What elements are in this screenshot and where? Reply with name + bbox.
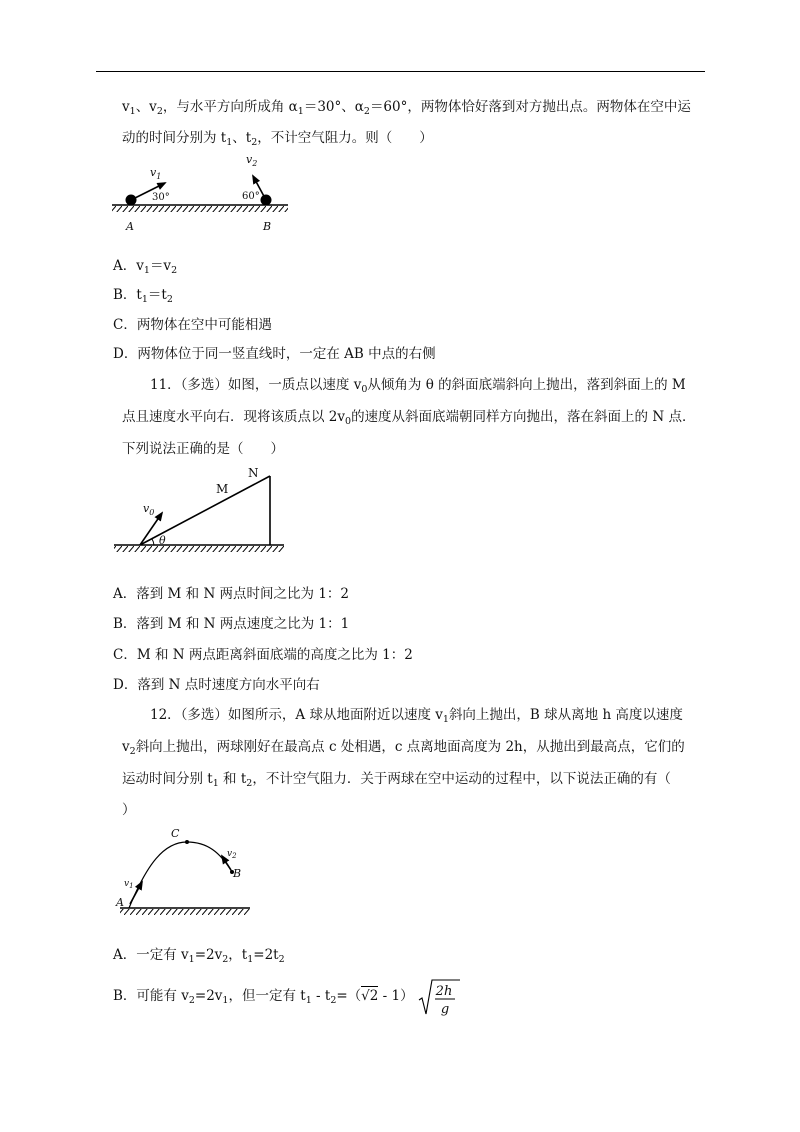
figure-q11 (110, 462, 290, 554)
label-m: M (216, 482, 229, 496)
label-theta: θ (159, 534, 166, 547)
q10-intro-line2: 动的时间分别为 $t_1$、$t_2$，不计空气阻力。则（ ） (122, 130, 433, 148)
ground-hatch (120, 909, 250, 915)
point-c (185, 840, 189, 844)
q11-line1: 11．（多选）如图，一质点以速度 $v_0$从倾角为 θ 的斜面底端斜向上抛出，落到斜面上的 M (150, 377, 686, 395)
label-b: B (263, 220, 272, 233)
figure-q10 (110, 150, 300, 242)
ground-hatch (112, 206, 288, 212)
label-c: C (171, 827, 180, 840)
q10-option-b: B．$t_1=t_2$ (113, 287, 173, 305)
label-b: B (233, 867, 242, 880)
label-n: N (248, 466, 259, 480)
q12-line1: 12．（多选）如图所示，A 球从地面附近以速度 $v_1$斜向上抛出，B 球从离地 h 高度以速度 (150, 707, 683, 725)
figure-q12 (112, 824, 257, 924)
angle-60: 60° (242, 191, 260, 202)
q11-line3: 下列说法正确的是（ ） (122, 441, 284, 457)
trajectory-curve (129, 842, 232, 908)
q12-line4: ） (122, 802, 136, 818)
formula-denominator: g (440, 1002, 450, 1017)
angle-arc (152, 539, 154, 545)
label-v2: $v_2$ (246, 153, 258, 168)
label-v1: $v_1$ (124, 879, 134, 890)
label-v2: $v_2$ (227, 849, 237, 860)
q11-option-a: A．落到 M 和 N 两点时间之比为 1：2 (113, 586, 350, 602)
header-rule (96, 71, 705, 72)
q10-intro-line1: $v_1$、$v_2$，与水平方向所成角 $\alpha_1=30^\circ$、$\alpha_2=60^\circ$，两物体恰好落到对方抛出点。两物体在空中运 (122, 99, 691, 117)
q11-option-c: C．M 和 N 两点距离斜面底端的高度之比为 1：2 (113, 647, 413, 663)
ground-hatch (114, 546, 284, 552)
q11-line2: 点且速度水平向右．现将该质点以 $2v_0$的速度从斜面底端朝同样方向抛出，落在斜面上的 N 点． (122, 409, 696, 427)
label-v1: $v_1$ (150, 166, 162, 181)
formula-numerator: 2h (435, 984, 453, 999)
q12-option-a: A．一定有 $v_1=2v_2$，$t_1=2t_2$ (113, 947, 285, 965)
q10-option-c: C．两物体在空中可能相遇 (113, 317, 272, 333)
label-v0: $v_0$ (143, 502, 155, 517)
q11-option-b: B．落到 M 和 N 两点速度之比为 1：1 (113, 616, 350, 632)
angle-30: 30° (152, 192, 170, 203)
formula-sqrt-2h-over-g (418, 978, 460, 1018)
q12-line2: $v_2$斜向上抛出，两球刚好在最高点 c 处相遇，c 点离地面高度为 2h，从抛出到最高点，它们的 (122, 739, 685, 757)
q10-option-a: A．$v_1=v_2$ (113, 258, 178, 276)
q10-option-d: D．两物体位于同一竖直线时，一定在 AB 中点的右侧 (113, 346, 436, 362)
q12-option-b: B．可能有 $v_2=2v_1$，但一定有 $t_1 - t_2=(√2 - 1)$ (113, 988, 414, 1006)
label-a: A (116, 896, 124, 909)
q12-line3: 运动时间分别 $t_1$ 和 $t_2$，不计空气阻力．关于两球在空中运动的过程中，以下说法正确的有（ (122, 771, 671, 789)
label-a: A (126, 220, 134, 233)
q11-option-d: D．落到 N 点时速度方向水平向右 (113, 677, 320, 693)
sqrt-two: √2 (361, 988, 379, 1004)
